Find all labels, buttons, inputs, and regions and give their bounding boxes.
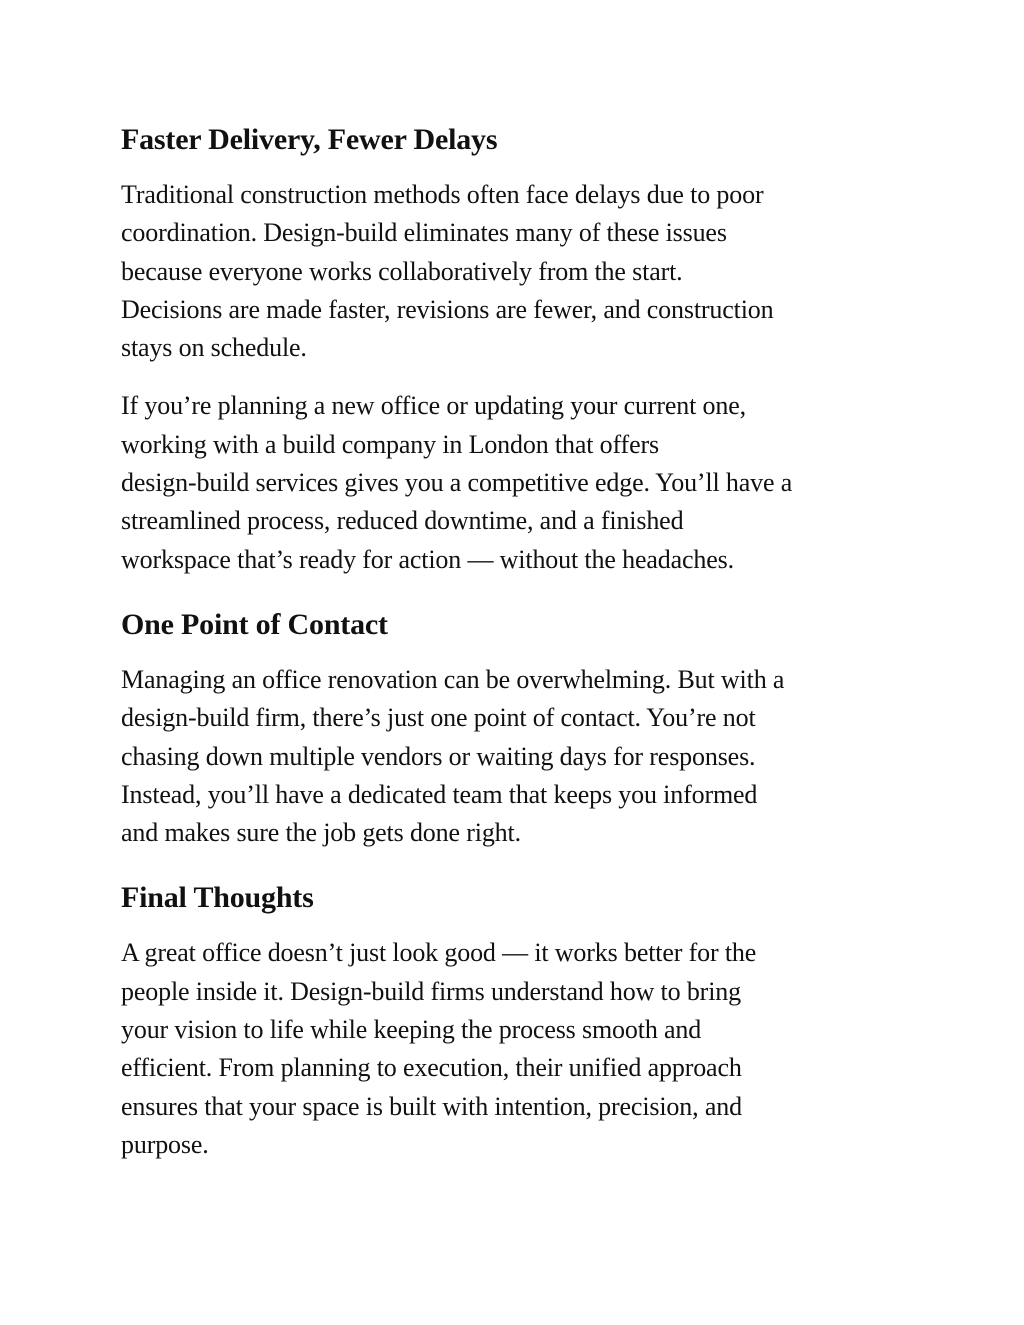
paragraph-great-office: [121, 934, 901, 1164]
text-line: A great office doesn’t just look good — it works better for the: [121, 938, 757, 968]
text-line: Instead, you’ll have a dedicated team that keeps you informed: [121, 779, 758, 809]
paragraph-planning-new-office: [121, 387, 901, 578]
text-line: streamlined process, reduced downtime, and a finished: [121, 506, 684, 536]
paragraph-traditional-construction: [121, 176, 901, 367]
text-line: workspace that’s ready for action — without the headaches.: [121, 544, 734, 574]
section-heading-final-thoughts: Final Thoughts: [121, 881, 314, 915]
text-line: Decisions are made faster, revisions are fewer, and construction: [121, 294, 774, 324]
document-page: [121, 118, 901, 1184]
section-heading-one-point-of-contact: One Point of Contact: [121, 607, 388, 641]
text-line: ensures that your space is built with intention, precision, and: [121, 1091, 742, 1121]
text-line: people inside it. Design-build firms understand how to bring: [121, 976, 741, 1006]
text-line: design-build firm, there’s just one point of contact. You’re not: [121, 703, 756, 733]
text-line: design-build services gives you a competitive edge. You’ll have a: [121, 468, 793, 498]
text-line: working with a build company in London that offers: [121, 429, 659, 459]
paragraph-managing-renovation: [121, 661, 901, 852]
text-line: stays on schedule.: [121, 333, 307, 363]
text-line: Managing an office renovation can be overwhelming. But with a: [121, 664, 785, 694]
section-heading-faster-delivery: Faster Delivery, Fewer Delays: [121, 123, 498, 156]
text-line: If you’re planning a new office or updating your current one,: [121, 391, 746, 421]
text-line: purpose.: [121, 1129, 209, 1159]
text-line: efficient. From planning to execution, their unified approach: [121, 1053, 742, 1083]
text-line: Traditional construction methods often face delays due to poor: [121, 180, 764, 209]
text-line: because everyone works collaboratively from the start.: [121, 256, 683, 286]
text-line: chasing down multiple vendors or waiting days for responses.: [121, 741, 756, 771]
text-line: your vision to life while keeping the process smooth and: [121, 1015, 702, 1045]
text-line: coordination. Design-build eliminates many of these issues: [121, 218, 727, 248]
text-line: and makes sure the job gets done right.: [121, 818, 521, 848]
